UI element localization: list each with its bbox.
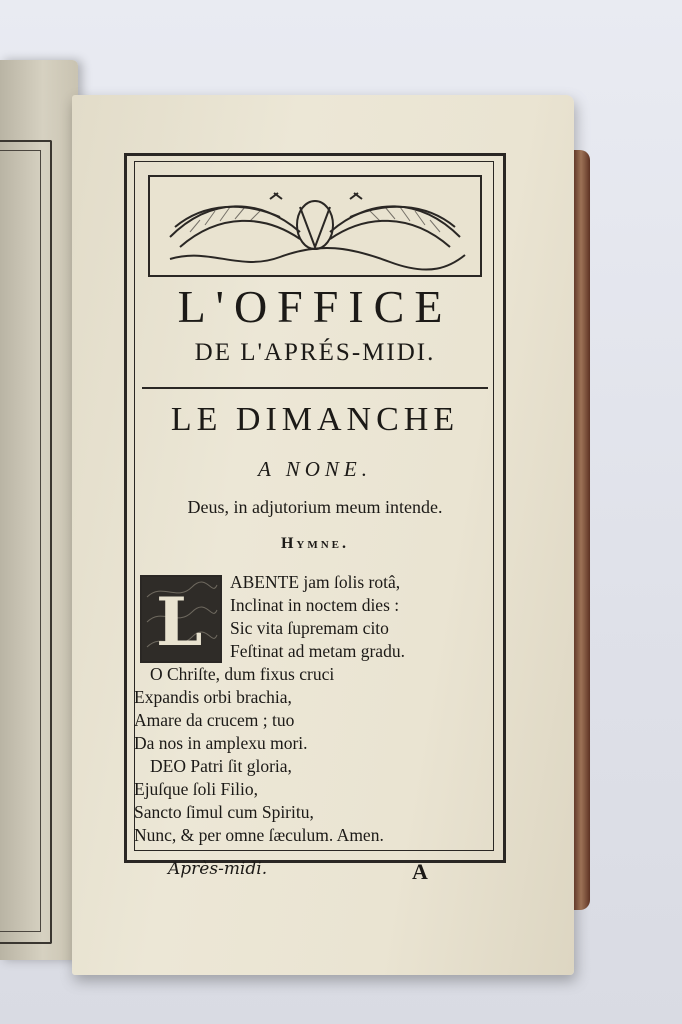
verse-line: Amare da crucem ; tuo	[134, 710, 295, 730]
verse-line: Da nos in amplexu mori.	[134, 733, 308, 753]
hymn-title: Hymne.	[280, 535, 350, 552]
verse-line: Expandis orbi brachia,	[134, 687, 292, 707]
left-page	[0, 60, 78, 960]
divider	[142, 387, 488, 389]
page-title: L'OFFICE	[177, 281, 453, 332]
gathering-letter: A	[412, 859, 428, 884]
verse-line: Nunc, & per omne ſæculum. Amen.	[134, 825, 384, 845]
verse-line: Sic vita ſupremam cito	[230, 618, 389, 638]
ornamental-monogram-icon	[148, 175, 482, 277]
verse-line: Ejuſque ſoli Filio,	[134, 779, 258, 799]
verse-line: O Chriſte, dum fixus cruci	[150, 664, 335, 684]
section-heading: LE DIMANCHE	[170, 401, 460, 438]
signature-mark: Après-midi.	[168, 859, 268, 879]
hymn-verses	[134, 571, 494, 847]
verse-line: DEO Patri ſit gloria,	[150, 756, 292, 776]
verse-line: Sancto ſimul cum Spiritu,	[134, 802, 314, 822]
verse-line: ABENTE jam ſolis rotâ,	[230, 572, 401, 592]
verse-line: Feſtinat ad metam gradu.	[230, 641, 405, 661]
right-page	[72, 95, 574, 975]
sub-section-heading: A NONE.	[258, 457, 372, 481]
verse-line: Inclinat in noctem dies :	[230, 595, 400, 615]
page-subtitle: DE L'APRÉS-MIDI.	[194, 339, 436, 366]
drop-cap-letter: L	[156, 583, 203, 661]
incipit-line: Deus, in adjutorium meum intende.	[187, 497, 443, 517]
left-page-inner-border	[0, 150, 41, 932]
